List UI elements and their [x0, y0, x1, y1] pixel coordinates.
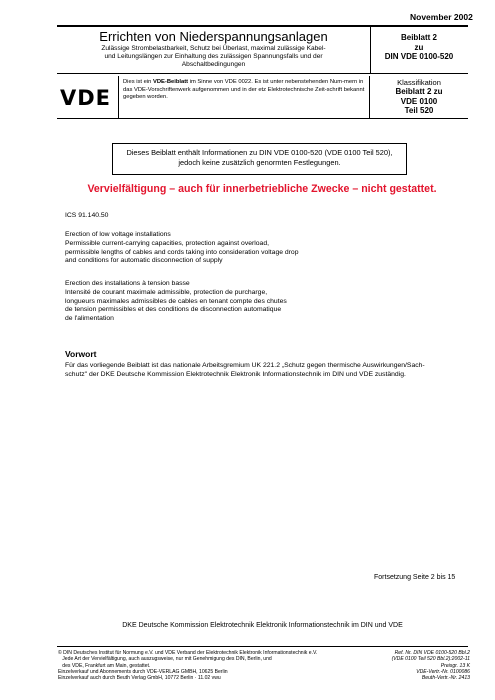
footer-line: des VDE, Frankfurt am Main, gestattet. — [58, 662, 151, 669]
footer-line: Einzelverkauf auch durch Beuth Verlag GmbH, 10772 Berlin · 11.02 vwu — [58, 675, 221, 682]
french-line: Intensité de courant maximale admissible, protection de purcharge, — [65, 288, 268, 296]
footer-ref-line: Ref. Nr. DIN VDE 0100-520 Bbl.2 — [394, 650, 470, 656]
vorwort-heading: Vorwort — [65, 349, 97, 359]
note-text: Dies ist ein — [123, 79, 153, 85]
french-line: longueurs maximales admissibles de cables en tenant compte des chutes — [65, 297, 287, 305]
info-box — [112, 143, 407, 175]
header-bottom — [57, 72, 468, 119]
klassifikation-label: Klassifikation — [397, 78, 441, 87]
french-line: Erection des installations à tension basse — [65, 280, 190, 287]
footer-ref-line: Preisgr. 13 K — [440, 662, 470, 669]
vorwort-line: schutz" der DKE Deutsche Kommission Elektrotechnik Elektronik Informationstechnik im DIN und VDE zuständig. — [65, 370, 406, 378]
vorwort-line: Für das vorliegende Beiblatt ist das nationale Arbeitsgremium UK 221.2 „Schutz gegen thermische Auswirkungen/Sach- — [65, 362, 425, 369]
klassifikation-line: Teil 520 — [404, 105, 434, 115]
note-bold: VDE-Beiblatt — [152, 79, 189, 85]
copy-warning: Vervielfältigung – auch für innerbetriebliche Zwecke – nicht gestattet. — [87, 183, 437, 195]
french-title — [65, 280, 460, 324]
info-line: Dieses Beiblatt enthält Informationen zu DIN VDE 0100-520 (VDE 0100 Teil 520), — [126, 148, 393, 157]
footer-divider — [57, 646, 468, 647]
english-title — [65, 231, 460, 266]
klassifikation — [370, 72, 468, 115]
publication-date: November 2002 — [410, 12, 473, 22]
ics-code: ICS 91.140.50 — [65, 212, 109, 219]
subtitle-line: Abschaltbedingungen — [181, 61, 246, 68]
document-title: Errichten von Niederspannungsanlagen — [99, 29, 328, 44]
subtitle-line: und Leitungslängen zur Einhaltung des zulässigen Spannungsfalls und der — [104, 53, 323, 60]
continuation-note: Fortsetzung Seite 2 bis 15 — [374, 574, 456, 581]
dke-line: DKE Deutsche Kommission Elektrotechnik Elektronik Informationstechnik im DIN und VDE — [122, 622, 403, 629]
english-line: permissible lengths of cables and cords taking into consideration voltage drop — [65, 248, 299, 256]
title-box — [57, 27, 371, 73]
footer-reference — [370, 650, 470, 681]
header-top — [57, 25, 468, 74]
info-line: jedoch keine zusätzlich genormten Festlegungen. — [178, 158, 341, 167]
english-line: Permissible current-carrying capacities, protection against overload, — [65, 239, 269, 247]
footer-line: Jede Art der Vervielfältigung, auch auszugsweise, nur mit Genehmigung des DIN, Berlin, und — [58, 656, 272, 663]
document-subtitle — [57, 45, 370, 69]
footer-ref-line: Beuth-Vertr.-Nr. 2413 — [421, 675, 470, 682]
vde-note — [118, 76, 370, 118]
beiblatt-line: Beiblatt 2 — [400, 33, 437, 42]
vorwort-text — [65, 362, 470, 380]
beiblatt-reference — [370, 27, 468, 73]
english-line: and conditions for automatic disconnection of supply — [65, 257, 223, 265]
french-line: de l'alimentation — [65, 315, 114, 323]
english-line: Erection of low voltage installations — [65, 231, 171, 238]
subtitle-line: Zulässige Strombelastbarkeit, Schutz bei Überlast, maximal zulässige Kabel- — [101, 45, 326, 52]
footer-line: Einzelverkauf und Abonnements durch VDE-VERLAG GMBH, 10625 Berlin — [58, 668, 228, 675]
footer-ref-line: (VDE 0100 Teil 520 Bbl.2):2002-11 — [391, 656, 470, 663]
beiblatt-line: zu — [414, 42, 424, 52]
klassifikation-line: VDE 0100 — [400, 96, 438, 106]
footer-ref-line: VDE-Vertr.-Nr. 0100086 — [416, 668, 470, 675]
footer-copyright — [58, 650, 378, 681]
footer-line: © DIN Deutsches Institut für Normung e.V. und VDE Verband der Elektrotechnik Elektronik Informationstechnik e.V. — [58, 650, 318, 656]
note-text: im Sinne von VDE 0022. Es ist unter nebenstehenden Num-mern in das VDE-Vorschriftenwerk aufgenommen und in der etz Elektrotechnische Zeit-schrift bekannt gegeben worden. — [123, 79, 365, 100]
vde-logo: VDE — [60, 86, 112, 110]
beiblatt-line: DIN VDE 0100-520 — [384, 52, 454, 61]
klassifikation-line: Beiblatt 2 zu — [395, 87, 443, 97]
french-line: de tension permissibles et des conditions de disconnection automatique — [65, 306, 282, 314]
